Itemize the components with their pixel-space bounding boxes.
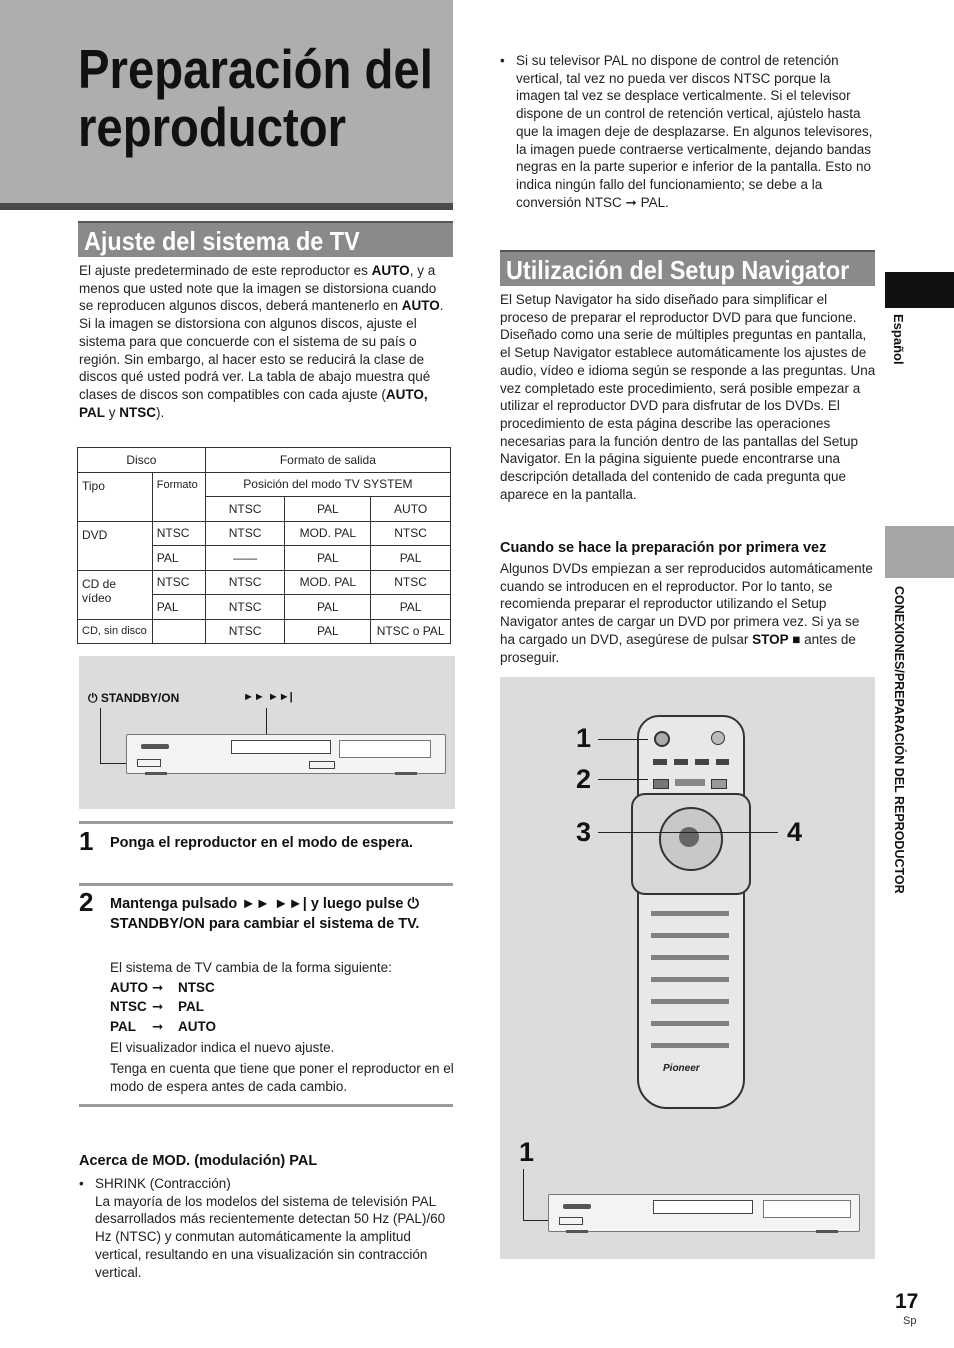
table-cell: NTSC <box>205 619 285 644</box>
standby-label: ⏻ STANDBY/ON <box>88 691 180 705</box>
table-cell: NTSC <box>152 570 205 595</box>
table-cell: PAL <box>152 595 205 620</box>
display-window <box>763 1200 851 1218</box>
table-pos-auto: AUTO <box>371 497 451 522</box>
callout-4: 4 <box>787 817 803 847</box>
table-row <box>78 619 451 644</box>
player-foot <box>566 1230 588 1233</box>
callout-line <box>100 708 101 764</box>
disc-tray <box>231 740 331 754</box>
chapter-label: CONEXIONES/PREPARACIÓN DEL REPRODUCTOR <box>892 586 906 894</box>
dvd-player-illustration <box>548 1194 860 1232</box>
player-foot <box>395 772 417 775</box>
step-2-details <box>110 958 455 1096</box>
arrow-icon: ➞ <box>152 1018 164 1034</box>
table-cell: NTSC <box>205 521 285 546</box>
remote-button-row <box>653 759 729 765</box>
disc-tray <box>653 1200 753 1214</box>
title-rule <box>0 203 453 210</box>
table-header-disco: Disco <box>78 448 206 473</box>
first-time-heading: Cuando se hace la preparación por primera vez <box>500 540 827 556</box>
table-cell: MOD. PAL <box>285 570 371 595</box>
mod-pal-heading: Acerca de MOD. (modulación) PAL <box>79 1153 318 1169</box>
step-1-number: 1 <box>79 826 94 856</box>
table-cell: PAL <box>285 546 371 571</box>
setup-navigator-body: El Setup Navigator ha sido diseñado para simplificar el proceso de preparar el reproductor DVD para que funcione. Diseñado como una serie de múltiples preguntas en pantalla, el Setup Navigator establece automáticamente los ajustes de audio, vídeo e idioma según se responde a las preguntas. Una vez completado este procedimiento, será posible empezar a utilizar el reproductor DVD para disfrutar de los DVDs. El procedimiento de esta página describe las operaciones necesarias para la función dentro de las pantallas del Setup Navigator. En la página siguiente puede encontrarse una descripción detallada del contenido de cada pregunta que aparece en la pantalla. <box>500 292 876 502</box>
step-2-note-1: El visualizador indica el nuevo ajuste. <box>110 1040 335 1055</box>
cycle-item: NTSC ➞ PAL <box>110 997 455 1017</box>
table-cell: —— <box>205 546 285 571</box>
table-cell: PAL <box>152 546 205 571</box>
brand-logo <box>141 744 169 749</box>
standby-button <box>559 1217 583 1225</box>
player-foot <box>145 772 167 775</box>
control-buttons <box>309 761 335 769</box>
callout-3: 3 <box>576 817 592 847</box>
figure-player-front <box>79 656 455 809</box>
table-cell: MOD. PAL <box>285 521 371 546</box>
page-number: 17 <box>895 1290 919 1313</box>
step-rule <box>79 883 453 886</box>
table-cell: NTSC <box>205 570 285 595</box>
table-cell: NTSC <box>152 521 205 546</box>
page-title: Preparación del reproductor <box>78 38 433 158</box>
step-2-desc: El sistema de TV cambia de la forma siguiente: <box>110 960 392 975</box>
table-header-formato-salida: Formato de salida <box>205 448 450 473</box>
joystick-area <box>631 793 751 895</box>
table-cell: DVD <box>78 521 153 570</box>
table-cell <box>152 619 205 644</box>
remote-control-illustration <box>637 715 745 1109</box>
remote-lower-buttons <box>651 901 729 1051</box>
arrow-icon: ➞ <box>152 999 164 1014</box>
table-cell: NTSC <box>371 521 451 546</box>
dvd-player-illustration <box>126 734 446 774</box>
callout-1-player: 1 <box>519 1137 535 1167</box>
paragraph-default: El ajuste predeterminado de este reproductor es AUTO, y a menos que usted note que la imagen se distorsiona cuando se reproducen algunos discos, deberá mantenerlo en AUTO. <box>79 263 444 314</box>
table-cell: PAL <box>371 595 451 620</box>
setup-key <box>653 779 669 789</box>
cycle-item: AUTO ➞ NTSC <box>110 978 455 998</box>
paragraph-distortion: Si la imagen se distorsiona con algunos discos, ajuste el sistema para que concuerde con el sistema de su país o región. Sin embargo, al hacer esto se reducirá la clase de discos qué usted podrá ver. La tabla de abajo muestra qué clases de discos son compatibles con cada ajuste (AUTO, PAL y NTSC). <box>79 316 431 420</box>
remote-brand-logo: Pioneer <box>663 1063 700 1074</box>
menu-bar <box>675 779 705 786</box>
table-header-posicion: Posición del modo TV SYSTEM <box>205 472 450 497</box>
step-2-number: 2 <box>79 887 94 917</box>
section-heading-text: Ajuste del sistema de TV <box>84 226 360 256</box>
pal-vertical-hold-note <box>500 52 876 211</box>
language-tab <box>885 272 954 308</box>
first-time-body: Algunos DVDs empiezan a ser reproducidos automáticamente cuando se introducen en el reproductor. Por lo tanto, se recomienda preparar el reproductor utilizando el Setup Navigator antes de cargar un DVD por primera vez. Si ya se ha cargado un DVD, asegúrese de pulsar STOP ■ antes de proseguir. <box>500 561 873 665</box>
standby-button <box>137 759 161 767</box>
tv-system-table <box>77 447 451 644</box>
chapter-tab <box>885 526 954 578</box>
open-close-button <box>711 731 725 745</box>
cycle-item: PAL ➞ AUTO <box>110 1017 455 1037</box>
callout-line <box>598 739 648 740</box>
brand-logo <box>563 1204 591 1209</box>
callout-line <box>523 1169 524 1221</box>
table-cell: NTSC o PAL <box>371 619 451 644</box>
mod-pal-list <box>79 1175 455 1281</box>
table-cell: PAL <box>285 595 371 620</box>
figure-remote-and-player <box>500 677 875 1259</box>
table-header-formato: Formato <box>152 472 205 521</box>
table-pos-pal: PAL <box>285 497 371 522</box>
section-heading-text: Utilización del Setup Navigator <box>506 255 850 285</box>
list-item: • SHRINK (Contracción) La mayoría de los modelos del sistema de televisión PAL desarrollados más recientemente detectan 50 Hz (PAL)/60 Hz (NTSC) y conmutan automáticamente la amplitud vertical, resultando en una visualización sin contracción vertical. <box>79 1175 455 1281</box>
table-cell: NTSC <box>205 595 285 620</box>
arrow-icon: ➞ <box>152 979 164 995</box>
cycle-list <box>110 978 455 1037</box>
table-cell: PAL <box>285 619 371 644</box>
table-cell: CD, sin disco <box>78 619 153 644</box>
step-2-note-2: Tenga en cuenta que tiene que poner el reproductor en el modo de espera antes de cada cambio. <box>110 1060 454 1094</box>
callout-2: 2 <box>576 764 592 794</box>
callout-1: 1 <box>576 723 592 753</box>
table-row <box>78 570 451 595</box>
step-rule-bottom <box>79 1104 453 1107</box>
step-2-text: Mantenga pulsado ►► ►►| y luego pulse ⏻ STANDBY/ON para cambiar el sistema de TV. <box>110 896 420 932</box>
forward-skip-label: ►► ►►| <box>243 691 293 703</box>
step-rule <box>79 821 453 824</box>
step-1-text: Ponga el reproductor en el modo de espera. <box>110 835 413 851</box>
table-row <box>78 521 451 546</box>
callout-line <box>598 779 648 780</box>
setup-button <box>654 731 670 747</box>
enter-button <box>679 827 699 847</box>
language-label: Español <box>891 314 906 365</box>
table-cell: CD de vídeo <box>78 570 153 619</box>
player-foot <box>816 1230 838 1233</box>
top-menu-key <box>711 779 727 789</box>
section-heading-tv-system <box>78 221 453 257</box>
page-code: Sp <box>903 1315 917 1327</box>
table-header-tipo: Tipo <box>78 472 153 521</box>
section-tv-system-body <box>79 262 451 421</box>
table-pos-ntsc: NTSC <box>205 497 285 522</box>
table-cell: PAL <box>371 546 451 571</box>
section-heading-setup-navigator <box>500 250 875 286</box>
display-window <box>339 740 431 758</box>
table-cell: NTSC <box>371 570 451 595</box>
callout-line <box>598 832 778 833</box>
list-item: • Si su televisor PAL no dispone de control de retención vertical, tal vez no pueda ver discos NTSC porque la imagen tal vez se desplace verticalmente. Si el televisor dispone de un control de retención vertical, ajústelo hasta que la imagen deje de desplazarse. En algunos televisores, la imagen puede contraerse verticalmente, dejando bandas negras en la parte superior e inferior de la pantalla. Esto no indica ningún fallo del funcionamiento; se debe a la conversión NTSC ➞ PAL. <box>500 52 876 211</box>
